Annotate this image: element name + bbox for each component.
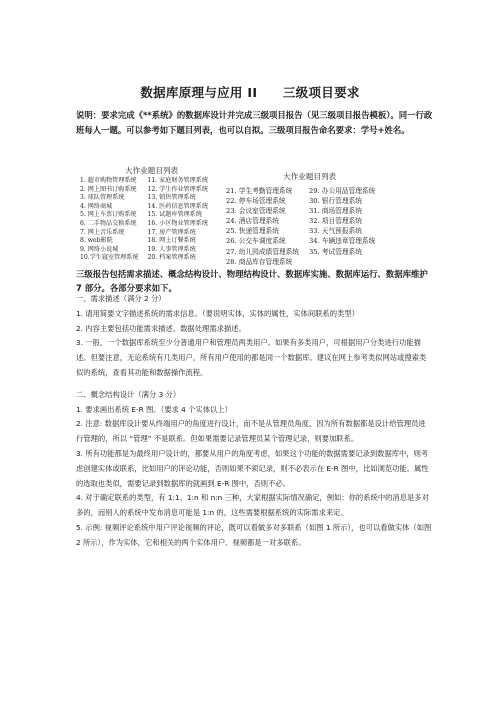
- topic-item: 9. 网络小说城: [80, 245, 119, 253]
- topic-item: 11. 家庭财务管理系统: [147, 177, 208, 184]
- topic-item: 19. 人事管理系统: [147, 245, 196, 253]
- section1-heading: 一、需求描述（满分 2 分）: [76, 294, 166, 303]
- topic-item: 17. 房产管理系统: [147, 228, 196, 236]
- section1-item: 1. 请用简要文字描述系统的需求信息。（要说明实体，实体的属性，实体间联系的类型）: [76, 308, 359, 318]
- topic-list-left-col1: [80, 177, 138, 263]
- section2-item: 4. 对于确定联系的类型，有 1:1、1:n 和 n:n 三种，大家根据实际情况确定，例如：你的系统中的消息是多对多的，而别人的系统中发布消息可能是 1:n 的，这些需要根据系统的实际需求来定。: [76, 493, 429, 518]
- topic-item: 10.学生寝室管理系统: [80, 254, 139, 262]
- topic-item: 16. 小区物业管理系统: [147, 219, 208, 227]
- topic-list-left: [80, 177, 208, 263]
- section2-item: 5. 示例: 视频评论系统中用户评论视频的评论，既可以看做多对多联系（如图 1 所示），也可以看做实体（如图 2 所示），作为实体，它和相关的两个实体用户、视频都是一对多联系。: [76, 522, 432, 547]
- topic-item: 29. 办公用品管理系统: [309, 187, 376, 195]
- topic-list-right-col2: [309, 186, 375, 257]
- intro-paragraph: 说明：要求完成《**系统》的数据库设计并完成三级项目报告（见三级项目报告模板）。同一行政班每人一题。可以参考如下题目列表，也可以自拟。三级项目报告命名要求：学号+姓名。: [76, 110, 433, 135]
- topic-item: 5. 网上车票订购系统: [80, 211, 137, 219]
- section2-item: 3. 所有功能都是为最终用户设计的，都要从用户的角度考虑，如果这个功能的数据需要记录到数据库中，则考虑创建实体或联系，比如用户的评论功能，否则如果不须记录，则不必表示在 E-R 图中，比如浏览功能。属性的选取也类似，需要记录到数据库的就画到 E-R 图中，否则不必。: [76, 448, 429, 488]
- topic-list-right: [226, 186, 375, 267]
- topic-item: 3. 球队管理系统: [80, 194, 125, 202]
- section2-item: 2. 注意: 数据库设计要从终端用户的角度进行设计，而不是从管理员角度，因为所有数据都是设计给管理员进行管理的，所以 “管理” 不是联系。但如果需要记录管理员某个管理记录，则要加联系。: [76, 419, 426, 444]
- section2-item: 1. 要求画出系统 E-R 图。（要求 4 个实体以上）: [76, 404, 232, 414]
- topic-item: 23. 会议室管理系统: [226, 207, 286, 216]
- topic-item: 7. 网上音乐系统: [80, 228, 125, 236]
- report-structure-summary: 三级报告包括需求描述、概念结构设计、物理结构设计、数据库实施、数据库运行、数据库维护 7 部分。各部分要求如下。: [76, 269, 428, 293]
- topic-item: 33. 天气预报系统: [309, 227, 362, 236]
- topic-item: 6. 二手物品交换系统: [80, 219, 137, 227]
- topic-list-right-col1: [226, 186, 299, 267]
- topic-item: 27. 幼儿园成绩管理系统: [226, 247, 299, 256]
- topic-item: 4. 网络商城: [80, 202, 113, 210]
- section1-item: 2. 内容主要包括功能需求描述、数据处理需求描述。: [76, 323, 246, 333]
- requirements-body: [76, 292, 432, 551]
- section2-heading: 二、概念结构设计（满分 3 分）: [76, 389, 181, 399]
- topic-list-right-title: 大作业题目列表: [283, 172, 337, 181]
- topic-item: 1. 超市购物管理系统: [80, 177, 137, 184]
- topic-item: 15. 试题库管理系统: [147, 211, 202, 219]
- topic-item: 18. 网上订餐系统: [147, 237, 196, 245]
- topic-item: 28. 商品库存管理系统: [226, 257, 293, 266]
- topic-item: 30. 银行管理系统: [309, 197, 362, 206]
- topic-item: 34. 车辆违章管理系统: [309, 237, 376, 246]
- topic-item: 8. web影院: [80, 237, 113, 245]
- document-title: 数据库原理与应用 II 三级项目要求: [140, 85, 360, 100]
- section1-item: 3. 一般，一个数据库系统至少分普通用户和管理员两类用户。如果有多类用户，可根据用户分类进行功能描述。但要注意，无论系统有几类用户，所有用户使用的都是同一个数据库。建议在网上参考类似网站或搜索类似的系统，查看其功能和数据操作流程。: [76, 338, 427, 377]
- topic-item: 14. 医药信息管理系统: [147, 202, 208, 210]
- topic-item: 32. 项目管理系统: [309, 217, 362, 226]
- topic-item: 26. 公交车调度系统: [226, 237, 286, 246]
- topic-item: 24. 酒店管理系统: [226, 217, 279, 226]
- topic-item: 25. 快递管理系统: [226, 227, 279, 236]
- topic-item: 20. 档案管理系统: [147, 254, 196, 262]
- topic-list-left-title: 大作业题目列表: [125, 166, 179, 175]
- topic-list-left-col2: [148, 177, 208, 263]
- topic-item: 21. 学生考勤管理系统: [226, 187, 293, 195]
- topic-item: 31. 商场管理系统: [309, 207, 362, 216]
- topic-item: 22. 停车场管理系统: [226, 197, 286, 206]
- topic-item: 13. 销售管理系统: [147, 194, 196, 202]
- topic-item: 12. 学生作业管理系统: [147, 185, 208, 193]
- topic-item: 2. 网上图书订购系统: [80, 185, 137, 193]
- topic-item: 35. 考试管理系统: [309, 247, 362, 256]
